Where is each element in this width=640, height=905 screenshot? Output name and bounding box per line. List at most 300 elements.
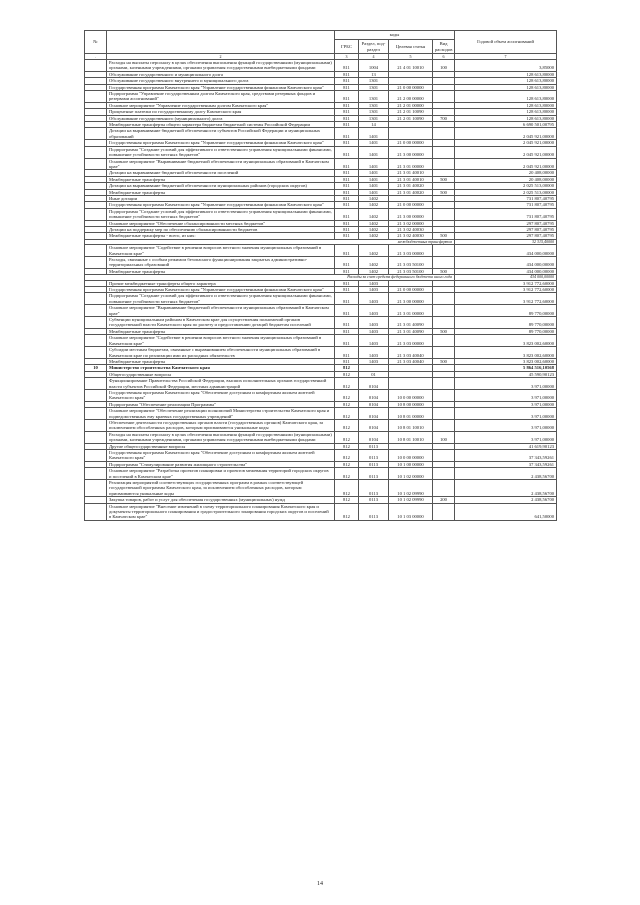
row-expense-type (433, 146, 455, 158)
row-razdel: 0104 (359, 389, 389, 401)
col-index: . (85, 54, 107, 60)
row-grbs: 811 (335, 176, 359, 182)
row-sum: 3 912 772,60000 (455, 280, 557, 286)
row-expense-type: 500 (433, 268, 455, 274)
row-grbs: 811 (335, 358, 359, 364)
row-grbs: 811 (335, 328, 359, 334)
row-name: Основное мероприятие "Выравнивание бюджетной обеспеченности муниципальных образований в Камчатском крае" (107, 158, 335, 170)
row-grbs: 812 (335, 401, 359, 407)
row-name: Обслуживание государственного внутреннего и муниципального долга (107, 78, 335, 84)
row-name: Прочие межбюджетные трансферты общего характера (107, 280, 335, 286)
row-sum: 434 000,00000 (455, 245, 557, 257)
row-note: Расходы за счет средств федерального бюджета иного года (85, 275, 455, 280)
row-number (85, 480, 107, 497)
row-target-article: 10 1 02 09990 (389, 497, 433, 503)
row-target-article: 10 1 02 00000 (389, 468, 433, 480)
row-razdel: 0113 (359, 480, 389, 497)
table-row (85, 146, 557, 158)
row-grbs: 812 (335, 408, 359, 420)
row-razdel: 1301 (359, 91, 389, 103)
row-sum: 5 864 516,10568 (455, 365, 557, 371)
row-sum: 89 770,00000 (455, 317, 557, 329)
row-sum: 2 438,56700 (455, 497, 557, 503)
row-name: Государственная программа Камчатского края "Управление государственными финансами Камчатского края" (107, 287, 335, 293)
row-target-article: 21 2 01 10090 (389, 115, 433, 121)
row-name: Дотации на выравнивание бюджетной обеспеченности муниципальных районов (городских округов) (107, 183, 335, 189)
row-grbs: 811 (335, 122, 359, 128)
row-sum: 6 690 501,00795 (455, 122, 557, 128)
row-sum: 2 025 513,00000 (455, 183, 557, 189)
row-target-article: 10 1 00 00000 (389, 461, 433, 467)
row-name: Основное мероприятие "Управление государственным долгом Камчатского края" (107, 102, 335, 108)
row-razdel: 1401 (359, 189, 389, 195)
row-name: Расходы на выплаты персоналу в целях обеспечения выполнения функций государственными (муниципальными) органами, казенными учреждениями, органами управления государственными внебюджетными фондами (107, 60, 335, 72)
row-name: Основное мероприятие "Обеспечение реализации полномочий Министерства строительства Камчатского края и подведомственных ему краевых государственных учреждений" (107, 408, 335, 420)
table-row (85, 419, 557, 431)
row-sum: 3 971,00000 (455, 389, 557, 401)
table-row (85, 91, 557, 103)
row-grbs: 811 (335, 202, 359, 208)
row-sum: 3 971,00000 (455, 408, 557, 420)
row-sum: 128 613,80000 (455, 78, 557, 84)
row-expense-type (433, 158, 455, 170)
row-razdel: 1004 (359, 60, 389, 72)
row-target-article (389, 128, 433, 140)
row-expense-type (433, 378, 455, 390)
row-razdel: 0113 (359, 461, 389, 467)
row-grbs: 811 (335, 102, 359, 108)
row-target-article: 10 8 00 00000 (389, 401, 433, 407)
row-expense-type: 500 (433, 233, 455, 239)
row-expense-type: 500 (433, 189, 455, 195)
row-name: Общегосударственные вопросы (107, 371, 335, 377)
row-name: Дотации на выравнивание бюджетной обеспеченности поселений (107, 170, 335, 176)
row-expense-type (433, 408, 455, 420)
row-expense-type (433, 245, 455, 257)
row-number (85, 389, 107, 401)
row-target-article: 21 2 01 00000 (389, 102, 433, 108)
row-sum: 297 807,40795 (455, 233, 557, 239)
row-name: Реализация мероприятий соответствующих государственных программ в рамках соответствующей государственной программы Камчатского края, за исключением обособленных расходов, которым присваиваются уникальные коды (107, 480, 335, 497)
row-sum: 89 770,00000 (455, 328, 557, 334)
row-name: Основное мероприятие "Выравнивание бюджетной обеспеченности муниципальных образований в Камчатском крае" (107, 305, 335, 317)
row-razdel: 1402 (359, 257, 389, 269)
row-grbs: 811 (335, 220, 359, 226)
row-target-article: 21 3 00 00000 (389, 208, 433, 220)
row-target-article: 21 0 00 00000 (389, 84, 433, 90)
row-sum: 731 807,40795 (455, 195, 557, 201)
table-row (85, 468, 557, 480)
row-grbs: 812 (335, 497, 359, 503)
row-grbs: 812 (335, 365, 359, 371)
row-razdel: 1301 (359, 115, 389, 121)
row-sum: 2 045 921,00000 (455, 140, 557, 146)
row-grbs: 811 (335, 257, 359, 269)
row-sum: 3 823 002,60000 (455, 347, 557, 359)
col-header-razdel: Раздел, под-раздел (359, 40, 389, 54)
row-razdel: 1401 (359, 170, 389, 176)
row-razdel: 1402 (359, 268, 389, 274)
row-grbs: 811 (335, 158, 359, 170)
row-expense-type (433, 293, 455, 305)
row-expense-type (433, 257, 455, 269)
row-razdel: 1301 (359, 102, 389, 108)
row-grbs: 811 (335, 268, 359, 274)
row-target-article: 21 3 01 40010 (389, 170, 433, 176)
row-number (85, 468, 107, 480)
row-sum: 2 438,56700 (455, 480, 557, 497)
row-razdel: 13 (359, 71, 389, 77)
row-target-article: 10 1 03 00000 (389, 503, 433, 520)
row-grbs: 812 (335, 468, 359, 480)
row-grbs: 812 (335, 419, 359, 431)
row-grbs: 811 (335, 189, 359, 195)
row-target-article: 21 0 00 00000 (389, 140, 433, 146)
row-sum: 37 343,59261 (455, 450, 557, 462)
row-grbs: 811 (335, 115, 359, 121)
row-expense-type (433, 503, 455, 520)
row-sum: 297 807,40795 (455, 226, 557, 232)
row-grbs: 812 (335, 371, 359, 377)
table-row (85, 208, 557, 220)
row-number (85, 431, 107, 443)
row-razdel: 1301 (359, 84, 389, 90)
row-note: межбюджетных трансфертов (85, 239, 455, 244)
row-razdel: 1403 (359, 358, 389, 364)
row-name: Министерство строительства Камчатского края (107, 365, 335, 371)
row-razdel: 1402 (359, 220, 389, 226)
row-sum: 3 823 002,60000 (455, 358, 557, 364)
row-name: Обслуживание государственного (муниципального) долга (107, 115, 335, 121)
row-sum: 20 408,00000 (455, 170, 557, 176)
row-expense-type: 500 (433, 358, 455, 364)
row-grbs: 811 (335, 245, 359, 257)
row-target-article: 21 3 01 40090 (389, 317, 433, 329)
row-sum: 2 025 513,00000 (455, 189, 557, 195)
row-razdel: 0113 (359, 450, 389, 462)
row-name: Основное мероприятие "Содействие в решении вопросов местного значения муниципальных образований в Камчатском крае" (107, 245, 335, 257)
row-name: Обслуживание государственного и муниципального долга (107, 71, 335, 77)
row-grbs: 811 (335, 78, 359, 84)
row-number (85, 317, 107, 329)
row-grbs: 811 (335, 208, 359, 220)
col-header-grbs: ГРБС (335, 40, 359, 54)
row-razdel: 1401 (359, 183, 389, 189)
row-target-article: 21 3 00 00000 (389, 146, 433, 158)
budget-table (84, 30, 557, 521)
row-grbs: 811 (335, 183, 359, 189)
row-name: Основное мероприятие "Обеспечение сбалансированности местных бюджетов" (107, 220, 335, 226)
row-razdel: 0104 (359, 431, 389, 443)
row-razdel: 0113 (359, 468, 389, 480)
row-expense-type: 200 (433, 497, 455, 503)
row-name: Субвенции муниципальным районам в Камчатском крае для осуществления полномочий органов государственной власти Камчатского края по расчету и предоставлению дотаций бюджетам поселений (107, 317, 335, 329)
row-name: Обеспечение деятельности государственных органов власти (государственных органов) Камчатского края, за исключением обособленных расходов, которым присваиваются уникальные коды (107, 419, 335, 431)
row-razdel: 1403 (359, 305, 389, 317)
row-sum: 89 770,00000 (455, 305, 557, 317)
row-name: Подпрограмма "Управление государственным долгом Камчатского края, средствами резервных фондов и резервами ассигнований" (107, 91, 335, 103)
row-razdel: 1401 (359, 158, 389, 170)
row-grbs: 811 (335, 71, 359, 77)
row-grbs: 811 (335, 347, 359, 359)
row-razdel: 1402 (359, 233, 389, 239)
col-index: 3 (335, 54, 359, 60)
row-number (85, 146, 107, 158)
table-row (85, 158, 557, 170)
row-grbs: 812 (335, 443, 359, 449)
row-sum: 731 807,40795 (455, 208, 557, 220)
table-row (85, 317, 557, 329)
row-expense-type (433, 347, 455, 359)
row-number (85, 419, 107, 431)
row-sum: 45 590,90123 (455, 371, 557, 377)
col-index: 7 (455, 54, 557, 60)
row-name: Государственная программа Камчатского края "Обеспечение доступным и комфортным жильем жителей Камчатского края" (107, 450, 335, 462)
row-sum: 2 045 921,00000 (455, 128, 557, 140)
row-target-article: 21 2 01 10090 (389, 109, 433, 115)
row-sum: 128 613,80000 (455, 84, 557, 90)
row-expense-type: 500 (433, 328, 455, 334)
row-expense-type (433, 419, 455, 431)
row-sum: 2 045 921,00000 (455, 158, 557, 170)
table-row (85, 293, 557, 305)
table-row (85, 245, 557, 257)
col-index: 6 (433, 54, 455, 60)
row-target-article: 21 0 00 00000 (389, 287, 433, 293)
row-name: Межбюджетные трансферты (107, 358, 335, 364)
row-target-article: 21 3 01 00000 (389, 158, 433, 170)
row-grbs: 811 (335, 287, 359, 293)
row-grbs: 811 (335, 226, 359, 232)
row-name: Основное мероприятие "Внесение изменений в схему территориального планирования Камчатского края и документы территориального планирования и градостроительного зонирования городских округов и поселений в Камчатском крае" (107, 503, 335, 520)
row-razdel: 1402 (359, 195, 389, 201)
row-name: Субсидии местным бюджетам, связанные с выравниванием обеспеченности муниципальных образований в Камчатском крае по реализации ими их расходных обязательств (107, 347, 335, 359)
row-razdel: 0104 (359, 419, 389, 431)
row-target-article: 21 3 03 40040 (389, 358, 433, 364)
row-expense-type (433, 317, 455, 329)
row-number (85, 245, 107, 257)
row-name: Государственная программа Камчатского края "Управление государственными финансами Камчатского края" (107, 84, 335, 90)
table-row (85, 335, 557, 347)
row-sum: 37 343,59261 (455, 461, 557, 467)
row-sum: 128 613,80000 (455, 71, 557, 77)
row-razdel: 0104 (359, 378, 389, 390)
row-target-article: 21 3 03 50100 (389, 257, 433, 269)
row-number (85, 378, 107, 390)
row-expense-type (433, 480, 455, 497)
row-name: Подпрограмма "Создание условий для эффективного и ответственного управления муниципальными финансами, повышение устойчивости местных бюджетов" (107, 293, 335, 305)
col-header-sum: Годовой объем ассигнований (455, 31, 557, 54)
row-expense-type (433, 91, 455, 103)
row-sum: 641,50000 (455, 503, 557, 520)
row-razdel: 1301 (359, 109, 389, 115)
row-sum: 20 408,00000 (455, 176, 557, 182)
row-razdel: 1301 (359, 78, 389, 84)
row-razdel: 1403 (359, 347, 389, 359)
row-number (85, 408, 107, 420)
row-sum: 297 807,40795 (455, 220, 557, 226)
row-number (85, 293, 107, 305)
row-sum: 128 613,80000 (455, 102, 557, 108)
table-row (85, 480, 557, 497)
row-name: Межбюджетные трансферты - всего, из них: (107, 233, 335, 239)
row-razdel: 1403 (359, 335, 389, 347)
row-target-article: 21 3 01 40090 (389, 328, 433, 334)
table-row (85, 347, 557, 359)
row-target-article: 21 3 02 40030 (389, 226, 433, 232)
table-row (85, 389, 557, 401)
col-header-vr: Вид расходов (433, 40, 455, 54)
row-razdel: 0113 (359, 503, 389, 520)
row-sum: 128 613,80000 (455, 115, 557, 121)
row-razdel: 14 (359, 122, 389, 128)
row-sum: 128 613,80000 (455, 91, 557, 103)
table-row (85, 503, 557, 520)
table-row (85, 128, 557, 140)
row-grbs: 812 (335, 389, 359, 401)
row-target-article: 21 0 00 00000 (389, 202, 433, 208)
row-name: Основное мероприятие "Разработка проектов планировки и проектов межевания территорий городских округов и поселений в Камчатском крае" (107, 468, 335, 480)
row-target-article: 21 3 02 40030 (389, 233, 433, 239)
row-expense-type (433, 128, 455, 140)
row-name: Подпрограмма "Создание условий для эффективного и ответственного управления муниципальными финансами, повышение устойчивости местных бюджетов" (107, 146, 335, 158)
row-target-article: 21 3 00 00000 (389, 293, 433, 305)
row-name: Дотации на выравнивание бюджетной обеспеченности субъектов Российской Федерации и муниципальных образований (107, 128, 335, 140)
row-number (85, 257, 107, 269)
col-header-cs: Целевая статья (389, 40, 433, 54)
row-number (85, 128, 107, 140)
row-name: Другие общегосударственные вопросы (107, 443, 335, 449)
row-name: Подпрограмма "Создание условий для эффективного и ответственного управления муниципальными финансами, повышение устойчивости местных бюджетов" (107, 208, 335, 220)
row-name: Межбюджетные трансферты общего характера бюджетам бюджетной системы Российской Федерации (107, 122, 335, 128)
row-target-article: 21 3 01 40020 (389, 183, 433, 189)
row-name: Закупка товаров, работ и услуг для обеспечения государственных (муниципальных) нужд (107, 497, 335, 503)
row-razdel: 1402 (359, 202, 389, 208)
row-name: Дотации на поддержку мер по обеспечению сбалансированности бюджетов (107, 226, 335, 232)
row-grbs: 811 (335, 146, 359, 158)
row-razdel: 0104 (359, 401, 389, 407)
table-row (85, 431, 557, 443)
col-header-codes: коды (335, 31, 455, 40)
row-number (85, 347, 107, 359)
row-sum: 41 619,90123 (455, 443, 557, 449)
row-razdel: 0113 (359, 443, 389, 449)
row-sum: 128 613,80000 (455, 109, 557, 115)
col-index: 2 (107, 54, 335, 60)
row-razdel: 1402 (359, 226, 389, 232)
row-target-article: 21 3 01 40010 (389, 176, 433, 182)
row-name: Подпрограмма "Стимулирование развития жилищного строительства" (107, 461, 335, 467)
table-body (85, 60, 557, 521)
col-index: 5 (389, 54, 433, 60)
row-grbs: 812 (335, 503, 359, 520)
row-name: Межбюджетные трансферты (107, 189, 335, 195)
row-target-article: 21 3 02 00000 (389, 220, 433, 226)
row-sum: 2 438,56700 (455, 468, 557, 480)
row-expense-type (433, 208, 455, 220)
table-row (85, 305, 557, 317)
row-target-article: 21 3 03 00000 (389, 335, 433, 347)
row-name: Межбюджетные трансферты (107, 268, 335, 274)
row-name: Межбюджетные трансферты (107, 328, 335, 334)
row-razdel: 1401 (359, 146, 389, 158)
row-number (85, 91, 107, 103)
row-grbs: 811 (335, 293, 359, 305)
row-number: 10 (85, 365, 107, 371)
row-grbs: 811 (335, 233, 359, 239)
row-expense-type: 100 (433, 431, 455, 443)
row-grbs: 811 (335, 84, 359, 90)
row-grbs: 812 (335, 378, 359, 390)
row-grbs: 811 (335, 170, 359, 176)
table-row (85, 60, 557, 72)
row-target-article: 21 3 03 40040 (389, 347, 433, 359)
row-grbs: 811 (335, 60, 359, 72)
row-name: Основное мероприятие "Содействие в решении вопросов местного значения муниципальных образований в Камчатском крае" (107, 335, 335, 347)
row-name: Процентные платежи по государственному долгу Камчатского края (107, 109, 335, 115)
row-sum: 3 971,00000 (455, 419, 557, 431)
row-target-article: 21 3 01 40020 (389, 189, 433, 195)
row-razdel: 0113 (359, 497, 389, 503)
row-razdel: 1403 (359, 293, 389, 305)
row-grbs: 812 (335, 450, 359, 462)
row-razdel: 1403 (359, 328, 389, 334)
row-grbs: 811 (335, 317, 359, 329)
row-grbs: 812 (335, 480, 359, 497)
row-sum: 3,85000 (455, 60, 557, 72)
row-grbs: 811 (335, 140, 359, 146)
row-grbs: 811 (335, 335, 359, 347)
row-razdel: 1402 (359, 245, 389, 257)
row-sum: 3 912 772,60000 (455, 293, 557, 305)
row-grbs: 811 (335, 91, 359, 103)
row-razdel: 0104 (359, 408, 389, 420)
row-number (85, 305, 107, 317)
row-number (85, 158, 107, 170)
row-name: Межбюджетные трансферты (107, 176, 335, 182)
row-grbs: 811 (335, 195, 359, 201)
row-razdel: 1403 (359, 287, 389, 293)
row-number (85, 335, 107, 347)
row-name: Расходы на выплаты персоналу в целях обеспечения выполнения функций государственными (муниципальными) органами, казенными учреждениями, органами управления государственными внебюджетными фондами (107, 431, 335, 443)
row-name: Иные дотации (107, 195, 335, 201)
table-row (85, 450, 557, 462)
row-sum: 2 045 921,00000 (455, 146, 557, 158)
row-target-article: 10 0 00 00000 (389, 450, 433, 462)
row-target-article: 10 1 02 09990 (389, 480, 433, 497)
row-grbs: 811 (335, 109, 359, 115)
row-expense-type: 500 (433, 176, 455, 182)
table-row (85, 408, 557, 420)
row-razdel: 1401 (359, 128, 389, 140)
row-expense-type: 700 (433, 115, 455, 121)
row-expense-type (433, 305, 455, 317)
row-grbs: 812 (335, 431, 359, 443)
col-header-num: № (85, 31, 107, 54)
row-sum: 434 000,00000 (455, 257, 557, 269)
row-razdel: 1401 (359, 176, 389, 182)
row-target-article: 21 2 00 00000 (389, 91, 433, 103)
row-sum: 32 315,40000 (455, 239, 557, 244)
row-name: Государственная программа Камчатского края "Управление государственными финансами Камчатского края" (107, 202, 335, 208)
row-sum: 3 971,00000 (455, 401, 557, 407)
row-grbs: 811 (335, 305, 359, 317)
table-row (85, 378, 557, 390)
row-razdel: 1401 (359, 140, 389, 146)
row-name: Расходы, связанные с особым режимом безопасного функционирования закрытых административно-территориальных образований (107, 257, 335, 269)
budget-table-sheet (84, 30, 556, 521)
row-sum: 3 912 772,60000 (455, 287, 557, 293)
